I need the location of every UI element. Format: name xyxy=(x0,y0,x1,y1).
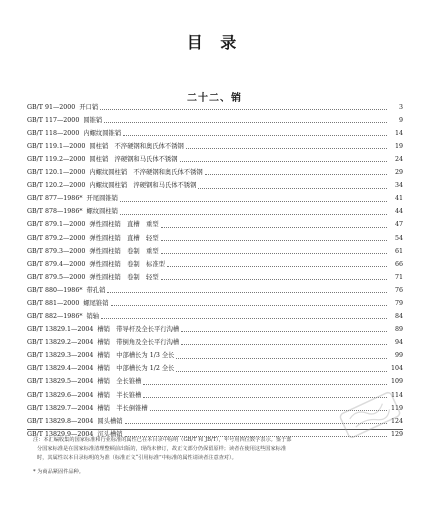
page-title: 目 录 xyxy=(186,33,243,52)
toc-entry xyxy=(27,163,403,176)
entry-title: 内螺纹圆锥销 xyxy=(83,129,122,137)
entry-title: 开尾圆锥销 xyxy=(86,195,118,203)
toc-entry xyxy=(27,373,403,386)
dot-leader xyxy=(161,227,387,228)
page-number: 34 xyxy=(394,182,403,190)
standard-code: GB/T 879.4—2000 xyxy=(27,260,86,268)
page-number: 99 xyxy=(394,352,403,360)
page-number: 104 xyxy=(390,365,403,373)
dot-leader xyxy=(143,384,387,385)
dot-leader xyxy=(100,109,387,110)
standard-code: GB/T 91—2000 xyxy=(27,103,76,111)
dot-leader xyxy=(186,148,387,149)
standard-code: GB/T 13829.4—2004 xyxy=(27,365,94,373)
standard-code: GB/T 13829.2—2004 xyxy=(27,339,94,347)
toc-entry xyxy=(27,137,403,150)
standard-code: GB/T 879.2—2000 xyxy=(27,234,86,242)
entry-title: 销轴 xyxy=(86,313,100,321)
page-number: 54 xyxy=(394,234,403,242)
standard-code: GB/T 119.2—2000 xyxy=(27,156,86,164)
entry-title: 弹性圆柱销 直槽 轻型 xyxy=(89,234,159,242)
entry-title: 弹性圆柱销 卷制 重型 xyxy=(89,247,159,255)
toc-entry xyxy=(27,150,403,163)
toc-entry xyxy=(27,98,403,111)
page-number: 79 xyxy=(394,299,403,307)
standard-code: GB/T 13829.5—2004 xyxy=(27,378,94,386)
standard-code: GB/T 881—2000 xyxy=(27,299,80,307)
page-number: 84 xyxy=(394,313,403,321)
page-number: 9 xyxy=(398,116,403,124)
toc-entry xyxy=(27,346,403,359)
entry-title: 圆柱销 不淬硬钢和奥氏体不锈钢 xyxy=(89,143,184,151)
page-number: 24 xyxy=(394,156,403,164)
standard-code: GB/T 119.1—2000 xyxy=(27,143,86,151)
dot-leader xyxy=(111,305,387,306)
page-number: 66 xyxy=(394,260,403,268)
toc-entry xyxy=(27,294,403,307)
standard-code: GB/T 13829.7—2004 xyxy=(27,404,94,412)
dot-leader xyxy=(167,266,387,267)
entry-title: 槽销 中部槽长为 1/3 全长 xyxy=(97,352,175,360)
page-number: 89 xyxy=(394,326,403,334)
footnote: * 为商品紧固件品种。 xyxy=(33,469,84,475)
dot-leader xyxy=(104,122,387,123)
toc-entry xyxy=(27,176,403,189)
page-number: 19 xyxy=(394,143,403,151)
page-number: 129 xyxy=(390,430,403,438)
entry-title: 圆锥销 xyxy=(83,116,103,124)
entry-title: 槽销 半长倒锥槽 xyxy=(97,404,148,412)
toc-entry xyxy=(27,386,403,399)
page-number: 41 xyxy=(394,195,403,203)
entry-title: 内螺纹圆柱销 不淬硬钢和奥氏体不锈钢 xyxy=(89,169,203,177)
entry-title: 槽销 带导杆及全长平行沟槽 xyxy=(97,326,180,334)
entry-title: 槽销 带倒角及全长平行沟槽 xyxy=(97,339,180,347)
dot-leader xyxy=(176,358,387,359)
toc-entry xyxy=(27,307,403,320)
toc-entry xyxy=(27,124,403,137)
page-number: 114 xyxy=(390,391,403,399)
note-block xyxy=(27,436,403,477)
note-line: 时，其属性以本目录标明的为准（标准正文“引用标准”中标准的属性请读者注意查对）。 xyxy=(37,455,237,461)
dot-leader xyxy=(176,371,387,372)
toc-entry xyxy=(27,360,403,373)
entry-title: 槽销 全长锥槽 xyxy=(97,378,142,386)
toc-entry xyxy=(27,333,403,346)
standard-code: GB/T 878—1986* xyxy=(27,208,83,216)
dot-leader xyxy=(101,318,387,319)
note-line: 注：本汇编收集的国家标准和行业标准的属性已在本目录中标明（GB/T 和 JB/T），年号用四位数字表示。鉴于部 xyxy=(33,437,292,443)
dot-leader xyxy=(181,344,387,345)
page-number: 47 xyxy=(394,221,403,229)
entry-title: 内螺纹圆柱销 淬硬钢和马氏体不锈钢 xyxy=(89,182,197,190)
toc-entry xyxy=(27,281,403,294)
dot-leader xyxy=(161,279,387,280)
entry-title: 开口销 xyxy=(79,103,99,111)
dot-leader xyxy=(120,214,387,215)
entry-title: 弹性圆柱销 直槽 重型 xyxy=(89,221,159,229)
standard-code: GB/T 120.2—2000 xyxy=(27,182,86,190)
section-heading: 二十二、销 xyxy=(187,93,242,104)
entry-title: 槽销 中部槽长为 1/2 全长 xyxy=(97,365,175,373)
page-number: 119 xyxy=(390,404,403,412)
entry-title: 沉头槽销 xyxy=(97,430,123,438)
toc-entry xyxy=(27,268,403,281)
standard-code: GB/T 877—1986* xyxy=(27,195,83,203)
standard-code: GB/T 117—2000 xyxy=(27,116,80,124)
standard-code: GB/T 13829.9—2004 xyxy=(27,430,94,438)
note-line: 分国家标准是在国家标准清理整顿前出版的，现尚未修订，故正文部分仍保留原样；读者在使用这些国家标准 xyxy=(37,446,287,452)
entry-title: 弹性圆柱销 卷制 标准型 xyxy=(89,260,165,268)
toc-entry xyxy=(27,320,403,333)
entry-title: 圆柱销 淬硬钢和马氏体不锈钢 xyxy=(89,156,178,164)
dot-leader xyxy=(181,331,387,332)
standard-code: GB/T 13829.8—2004 xyxy=(27,417,94,425)
entry-title: 螺纹圆柱销 xyxy=(86,208,118,216)
dot-leader xyxy=(161,240,387,241)
page-number: 71 xyxy=(394,273,403,281)
standard-code: GB/T 879.3—2000 xyxy=(27,247,86,255)
dot-leader xyxy=(205,174,387,175)
toc-entry xyxy=(27,229,403,242)
page-number: 76 xyxy=(394,286,403,294)
standard-code: GB/T 879.5—2000 xyxy=(27,273,86,281)
standard-code: GB/T 880—1986* xyxy=(27,286,83,294)
dot-leader xyxy=(180,161,388,162)
dot-leader xyxy=(143,397,387,398)
standard-code: GB/T 882—1986* xyxy=(27,313,83,321)
page-number: 94 xyxy=(394,339,403,347)
page-number: 109 xyxy=(390,378,403,386)
toc-entry xyxy=(27,255,403,268)
dot-leader xyxy=(198,188,387,189)
toc-entry xyxy=(27,216,403,229)
entry-title: 弹性圆柱销 卷制 轻型 xyxy=(89,273,159,281)
dot-leader xyxy=(123,135,387,136)
dot-leader xyxy=(161,253,387,254)
entry-title: 螺尾锥销 xyxy=(83,299,109,307)
page-number: 44 xyxy=(394,208,403,216)
standard-code: GB/T 13829.6—2004 xyxy=(27,391,94,399)
toc-entry xyxy=(27,203,403,216)
standard-code: GB/T 13829.1—2004 xyxy=(27,326,94,334)
standard-code: GB/T 13829.3—2004 xyxy=(27,352,94,360)
toc-entry xyxy=(27,242,403,255)
standard-code: GB/T 120.1—2000 xyxy=(27,169,86,177)
table-of-contents xyxy=(27,98,403,438)
dot-leader xyxy=(107,292,387,293)
dot-leader xyxy=(120,201,387,202)
standard-code: GB/T 879.1—2000 xyxy=(27,221,86,229)
page-number: 14 xyxy=(394,129,403,137)
page-number: 3 xyxy=(398,103,403,111)
entry-title: 槽销 半长锥槽 xyxy=(97,391,142,399)
entry-title: 圆头槽销 xyxy=(97,417,123,425)
toc-entry xyxy=(27,111,403,124)
page-number: 29 xyxy=(394,169,403,177)
page-number: 61 xyxy=(394,247,403,255)
toc-entry xyxy=(27,190,403,203)
standard-code: GB/T 118—2000 xyxy=(27,129,80,137)
page-number: 124 xyxy=(390,417,403,425)
entry-title: 带孔销 xyxy=(86,286,106,294)
